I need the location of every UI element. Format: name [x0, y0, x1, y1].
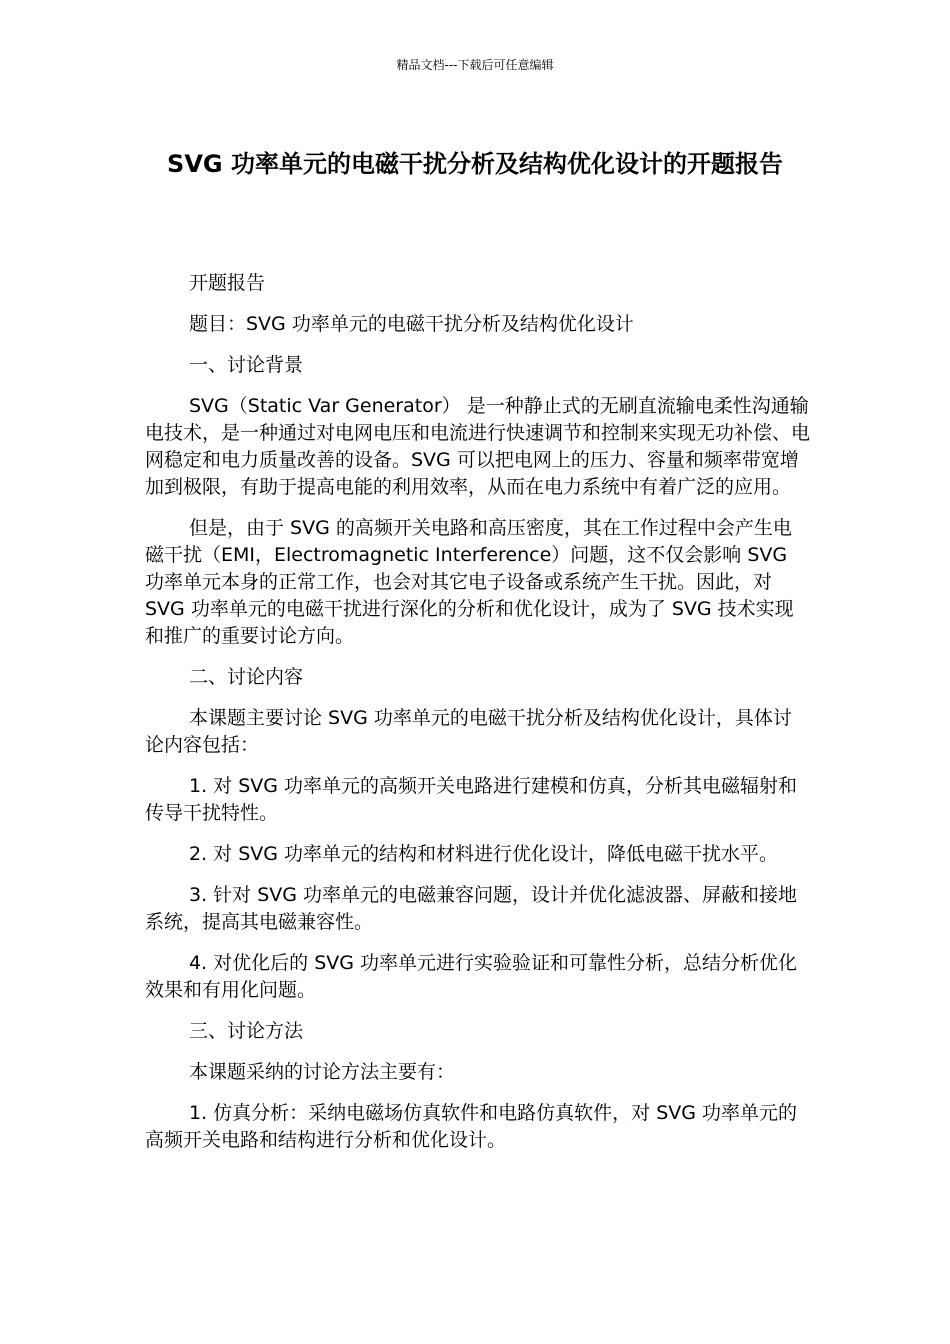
document-title: SVG 功率单元的电磁干扰分析及结构优化设计的开题报告: [167, 150, 783, 178]
section-heading-content: 二、讨论内容: [189, 666, 304, 688]
paragraph-background-1: SVG（Static Var Generator） 是一种静止式的无刷直流输电柔性沟通输电技术，是一种通过对电网电压和电流进行快速调节和控制来实现无功补偿、电网稳定和电力质量改善的设备。SVG 可以把电网上的压力、容量和频率带宽增加到极限，有助于提高电能的利用效率，从而在电力系统中有着广泛的应用。: [145, 395, 811, 498]
page-header: 精品文档---下载后可任意编辑: [396, 58, 554, 72]
section-heading-method: 三、讨论方法: [189, 1020, 304, 1042]
paragraph-content-intro: 本课题主要讨论 SVG 功率单元的电磁干扰分析及结构优化设计，具体讨论内容包括：: [145, 707, 792, 756]
paragraph-report-label: 开题报告: [189, 272, 266, 294]
paragraph-method-intro: 本课题采纳的讨论方法主要有：: [189, 1061, 456, 1083]
list-item-content-2: 2. 对 SVG 功率单元的结构和材料进行优化设计，降低电磁干扰水平。: [189, 843, 779, 865]
list-item-content-3: 3. 针对 SVG 功率单元的电磁兼容问题，设计并优化滤波器、屏蔽和接地系统，提高其电磁兼容性。: [145, 884, 798, 933]
list-item-method-1: 1. 仿真分析：采纳电磁场仿真软件和电路仿真软件，对 SVG 功率单元的高频开关电路和结构进行分析和优化设计。: [145, 1102, 798, 1151]
document-body: [145, 270, 810, 1168]
list-item-content-4: 4. 对优化后的 SVG 功率单元进行实验验证和可靠性分析，总结分析优化效果和有用化问题。: [145, 952, 798, 1001]
section-heading-background: 一、讨论背景: [189, 354, 304, 376]
paragraph-background-2: 但是，由于 SVG 的高频开关电路和高压密度，其在工作过程中会产生电磁干扰（EMI，Electromagnetic Interference）问题，这不仅会影响 SVG 功率单元本身的正常工作，也会对其它电子设备或系统产生干扰。因此，对 SVG 功率单元的电磁干扰进行深化的分析和优化设计，成为了 SVG 技术实现和推广的重要讨论方向。: [145, 517, 794, 647]
list-item-content-1: 1. 对 SVG 功率单元的高频开关电路进行建模和仿真，分析其电磁辐射和传导干扰特性。: [145, 775, 798, 824]
paragraph-topic: 题目：SVG 功率单元的电磁干扰分析及结构优化设计: [189, 313, 634, 335]
